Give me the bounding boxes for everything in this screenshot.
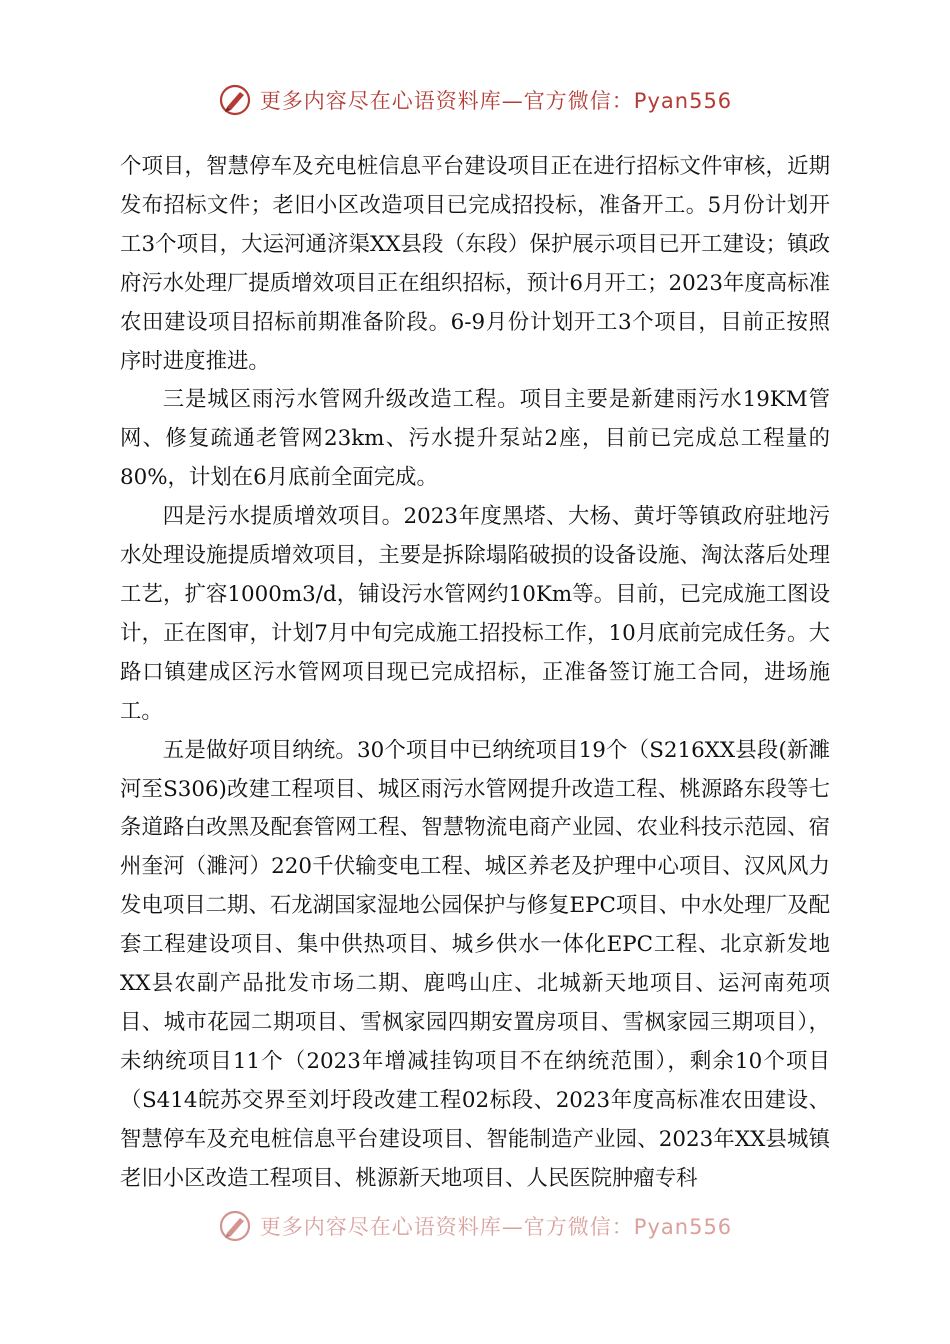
pen-logo-icon xyxy=(218,1209,252,1243)
header-watermark xyxy=(0,82,950,118)
watermark-text: 更多内容尽在心语资料库—官方微信：Pyan556 xyxy=(259,1215,733,1239)
paragraph-1: 个项目，智慧停车及充电桩信息平台建设项目正在进行招标文件审核，近期发布招标文件；老旧小区改造项目已完成招投标，准备开工。5月份计划开工3个项目，大运河通济渠XX县段（东段）保护展示项目已开工建设；镇政府污水处理厂提质增效项目正在组织招标，预计6月开工；2023年度高标准农田建设项目招标前期准备阶段。6-9月份计划开工3个项目，目前正按照序时进度推进。 xyxy=(120,154,830,374)
paragraph-3: 四是污水提质增效项目。2023年度黑塔、大杨、黄圩等镇政府驻地污水处理设施提质增效项目，主要是拆除塌陷破损的设备设施、淘汰落后处理工艺，扩容1000m3/d，铺设污水管网约10Km等。目前，已完成施工图设计，正在图审，计划7月中旬完成施工招投标工作，10月底前完成任务。大路口镇建成区污水管网项目现已完成招标，正准备签订施工合同，进场施工。 xyxy=(120,504,830,724)
watermark-text: 更多内容尽在心语资料库—官方微信：Pyan556 xyxy=(259,89,733,113)
paragraph-4: 五是做好项目纳统。30个项目中已纳统项目19个（S216XX县段(新濉河至S306)改建工程项目、城区雨污水管网提升改造工程、桃源路东段等七条道路白改黑及配套管网工程、智慧物流电商产业园、农业科技示范园、宿州奎河（濉河）220千伏输变电工程、城区养老及护理中心项目、汉风风力发电项目二期、石龙湖国家湿地公园保护与修复EPC项目、中水处理厂及配套工程建设项目、集中供热项目、城乡供水一体化EPC工程、北京新发地XX县农副产品批发市场二期、鹿鸣山庄、北城新天地项目、运河南苑项目、城市花园二期项目、雪枫家园四期安置房项目、雪枫家园三期项目），未纳统项目11个（2023年增减挂钩项目不在纳统范围），剩余10个项目（S414皖苏交界至刘圩段改建工程02标段、2023年度高标准农田建设、智慧停车及充电桩信息平台建设项目、智能制造产业园、2023年XX县城镇老旧小区改造工程项目、桃源新天地项目、人民医院肿瘤专科 xyxy=(120,737,830,1191)
paragraph-2: 三是城区雨污水管网升级改造工程。项目主要是新建雨污水19KM管网、修复疏通老管网23km、污水提升泵站2座，目前已完成总工程量的80%，计划在6月底前全面完成。 xyxy=(120,387,830,491)
document-body xyxy=(120,148,830,1198)
footer-watermark xyxy=(0,1208,950,1244)
pen-logo-icon xyxy=(218,83,252,117)
